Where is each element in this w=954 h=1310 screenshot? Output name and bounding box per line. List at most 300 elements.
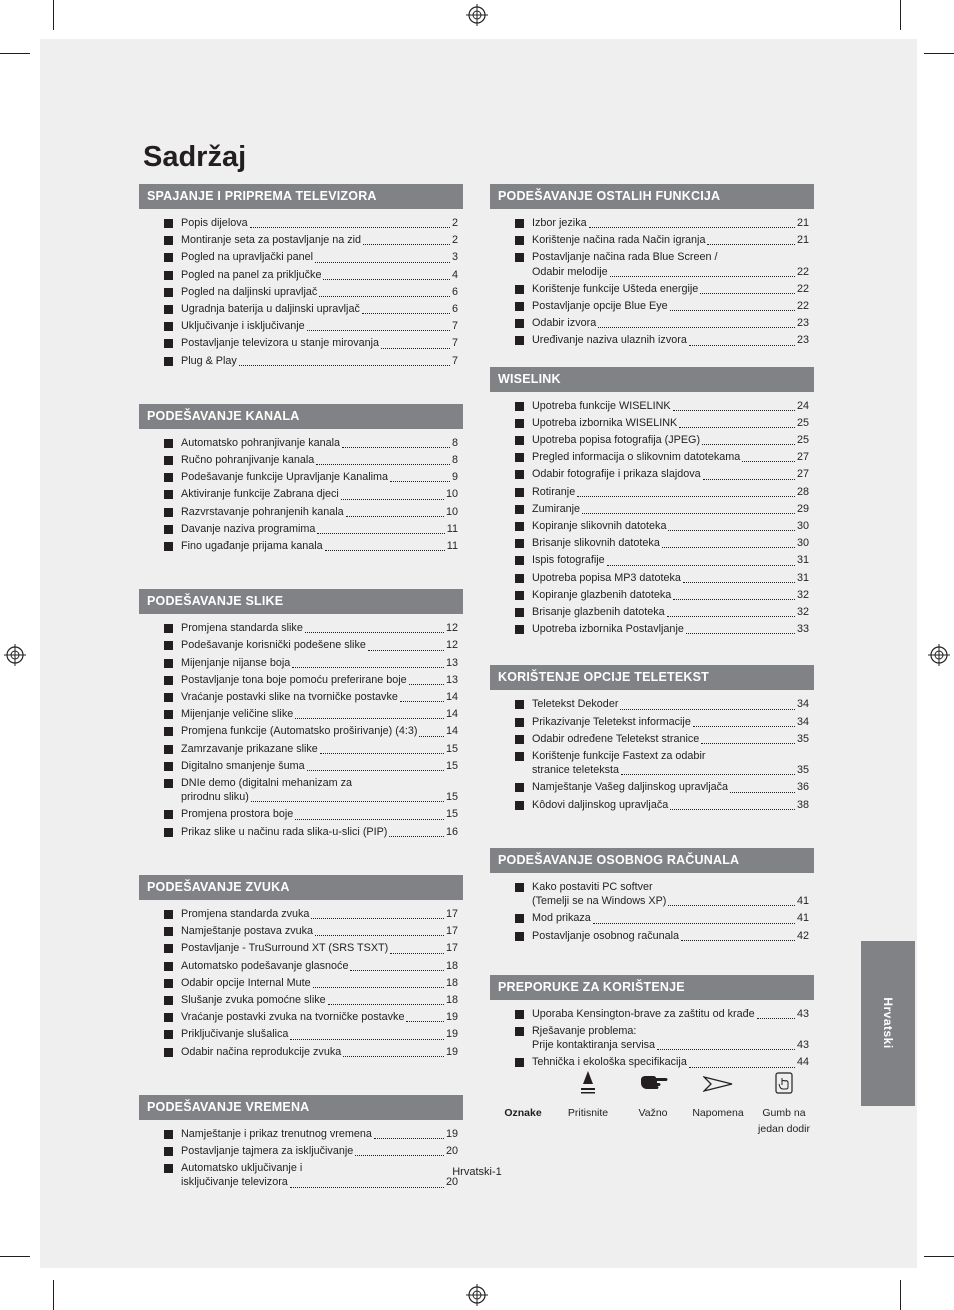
- toc-entry: [164, 452, 458, 469]
- toc-page-number: 17: [445, 907, 458, 920]
- toc-list: [139, 1120, 463, 1192]
- toc-entry-text: Razvrstavanje pohranjenih kanala: [181, 505, 344, 518]
- dot-leader: [368, 650, 444, 651]
- dot-leader: [313, 987, 444, 988]
- toc-entry-text: Korištenje funkcije Fastext za odabir: [532, 750, 706, 763]
- bullet-icon: [164, 305, 173, 314]
- section-heading: PODEŠAVANJE VREMENA: [139, 1095, 463, 1120]
- toc-entry-text: Vraćanje postavki slike na tvorničke postavke: [181, 691, 398, 704]
- bullet-icon: [164, 927, 173, 936]
- dot-leader: [668, 530, 795, 531]
- toc-page-number: 35: [796, 764, 809, 777]
- toc-entry-text: Postavljanje opcije Blue Eye: [532, 300, 668, 313]
- toc-entry-text: (Temelji se na Windows XP): [532, 895, 667, 908]
- bullet-icon: [164, 322, 173, 331]
- bullet-icon: [164, 490, 173, 499]
- toc-page-number: 23: [796, 334, 809, 347]
- toc-entry: [515, 621, 809, 638]
- dot-leader: [355, 1155, 444, 1156]
- toc-page-number: 18: [445, 976, 458, 989]
- toc-entry: [515, 604, 809, 621]
- dot-leader: [374, 1138, 444, 1139]
- toc-entry-text: Zumiranje: [532, 502, 581, 515]
- bullet-icon: [515, 914, 524, 923]
- dot-leader: [363, 244, 450, 245]
- dot-leader: [307, 770, 444, 771]
- toc-section: [139, 404, 463, 555]
- toc-entry-text: Podešavanje korisnički podešene slike: [181, 639, 366, 652]
- toc-entry-text: Upotreba izbornika Postavljanje: [532, 623, 684, 636]
- toc-page-number: 19: [445, 1127, 458, 1140]
- dot-leader: [346, 516, 444, 517]
- bullet-icon: [164, 1130, 173, 1139]
- toc-page-number: 22: [796, 265, 809, 278]
- dot-leader: [315, 262, 450, 263]
- bullet-icon: [515, 522, 524, 531]
- dot-leader: [577, 496, 795, 497]
- bullet-icon: [164, 659, 173, 668]
- language-tab-label: Hrvatski: [881, 997, 895, 1049]
- bullet-icon: [164, 745, 173, 754]
- bullet-icon: [515, 253, 524, 262]
- bullet-icon: [515, 625, 524, 634]
- dot-leader: [701, 743, 795, 744]
- toc-page-number: 7: [451, 337, 458, 350]
- toc-entry-text: Rješavanje problema:: [532, 1024, 637, 1037]
- toc-entry: [164, 655, 458, 672]
- toc-entry-text: Izbor jezika: [532, 217, 587, 229]
- dot-leader: [295, 718, 444, 719]
- toc-entry: [164, 435, 458, 452]
- toc-entry: [164, 504, 458, 521]
- toc-entry: [515, 696, 809, 713]
- toc-entry-continuation: [164, 789, 458, 806]
- toc-entry-text: Fino ugađanje prijama kanala: [181, 540, 323, 553]
- bullet-icon: [164, 693, 173, 702]
- toc-entry: [164, 958, 458, 975]
- toc-entry: [164, 758, 458, 775]
- dot-leader: [316, 464, 450, 465]
- bullet-icon: [515, 883, 524, 892]
- registration-mark-icon: [928, 644, 950, 666]
- toc-entry-text: Odabir određene Teletekst stranice: [532, 732, 700, 745]
- toc-entry-text: Odabir fotografije i prikaza slajdova: [532, 468, 701, 481]
- toc-page-number: 19: [445, 1011, 458, 1024]
- toc-entry-text: Upotreba izbornika WISELINK: [532, 416, 678, 429]
- toc-entry-text: Prije kontaktiranja servisa: [532, 1039, 656, 1052]
- toc-page-number: 15: [445, 808, 458, 821]
- toc-page-number: 34: [796, 715, 809, 728]
- toc-entry-text: Teletekst Dekoder: [532, 698, 619, 711]
- toc-entry-text: Pregled informacija o slikovnim datotekama: [532, 451, 741, 464]
- section-heading: SPAJANJE I PRIPREMA TELEVIZORA: [139, 184, 463, 209]
- crop-mark: [53, 0, 54, 30]
- dot-leader: [409, 684, 444, 685]
- bullet-icon: [164, 456, 173, 465]
- toc-entry: [515, 570, 809, 587]
- dot-leader: [598, 327, 795, 328]
- toc-list: [490, 873, 814, 945]
- bullet-icon: [515, 470, 524, 479]
- toc-page-number: 22: [796, 300, 809, 313]
- dot-leader: [702, 444, 795, 445]
- dot-leader: [350, 970, 444, 971]
- toc-entry: [515, 797, 809, 814]
- toc-entry-text: Kako postaviti PC softver: [532, 880, 653, 893]
- bullet-icon: [515, 319, 524, 328]
- toc-entry: [164, 992, 458, 1009]
- toc-entry-text: Uključivanje i isključivanje: [181, 320, 305, 333]
- toc-page-number: 35: [796, 732, 809, 745]
- toc-page-number: 43: [796, 1039, 809, 1052]
- toc-entry: [515, 779, 809, 796]
- toc-entry: [164, 335, 458, 352]
- toc-entry-text: Ispis fotografije: [532, 554, 605, 567]
- toc-page-number: 15: [445, 742, 458, 755]
- dot-leader: [670, 809, 795, 810]
- toc-page-number: 36: [796, 781, 809, 794]
- dot-leader: [679, 427, 795, 428]
- section-heading: PODEŠAVANJE OSTALIH FUNKCIJA: [490, 184, 814, 209]
- legend-label-one-touch-line2: jedan dodir: [758, 1123, 810, 1135]
- dot-leader: [693, 726, 795, 727]
- bullet-icon: [164, 473, 173, 482]
- toc-entry-text: Namještanje postava zvuka: [181, 925, 314, 938]
- legend-label-note: Napomena: [692, 1107, 744, 1119]
- bullet-icon: [164, 727, 173, 736]
- bullet-icon: [515, 1027, 524, 1036]
- registration-mark-icon: [466, 1284, 488, 1306]
- bullet-icon: [164, 253, 173, 262]
- bullet-icon: [164, 676, 173, 685]
- bullet-icon: [164, 979, 173, 988]
- dot-leader: [325, 550, 445, 551]
- dot-leader: [390, 953, 444, 954]
- toc-entry: [515, 928, 809, 945]
- registration-mark-icon: [4, 644, 26, 666]
- toc-page-number: 4: [451, 268, 458, 281]
- toc-entry: [164, 486, 458, 503]
- toc-entry: [164, 469, 458, 486]
- toc-page-number: 31: [796, 554, 809, 567]
- toc-page-number: 20: [445, 1176, 458, 1189]
- toc-entry-continuation: [515, 762, 809, 779]
- toc-entry: [164, 1009, 458, 1026]
- page-title: Sadržaj: [143, 141, 247, 173]
- dot-leader: [320, 753, 444, 754]
- toc-entry-text: Postavljanje osobnog računala: [532, 929, 680, 942]
- press-icon: [579, 1068, 597, 1096]
- dot-leader: [700, 293, 795, 294]
- toc-page-number: 8: [451, 436, 458, 449]
- toc-page-number: 16: [445, 825, 458, 838]
- toc-entry-text: Postavljanje televizora u stanje mirovanja: [181, 337, 380, 350]
- bullet-icon: [164, 1147, 173, 1156]
- toc-page-number: 24: [796, 399, 809, 412]
- toc-page-number: 20: [445, 1144, 458, 1157]
- dot-leader: [582, 513, 795, 514]
- dot-leader: [250, 227, 450, 228]
- toc-entry: [164, 906, 458, 923]
- dot-leader: [703, 479, 795, 480]
- toc-page-number: 41: [796, 912, 809, 925]
- toc-entry-text: Ručno pohranjivanje kanala: [181, 454, 315, 467]
- toc-page-number: 33: [796, 623, 809, 636]
- dot-leader: [689, 345, 795, 346]
- toc-entry-text: Mod prikaza: [532, 912, 591, 925]
- dot-leader: [757, 1018, 795, 1019]
- toc-entry-text: Kopiranje glazbenih datoteka: [532, 588, 672, 601]
- bullet-icon: [164, 962, 173, 971]
- toc-page-number: 34: [796, 698, 809, 711]
- dot-leader: [670, 310, 795, 311]
- toc-entry-text: Uređivanje naziva ulaznih izvora: [532, 334, 687, 347]
- toc-entry-text: Prikaz slike u načinu rada slika-u-slici (PIP): [181, 825, 388, 838]
- toc-entry-text: Slušanje zvuka pomoćne slike: [181, 993, 326, 1006]
- section-heading: PODEŠAVANJE ZVUKA: [139, 875, 463, 900]
- dot-leader: [406, 1021, 444, 1022]
- toc-page-number: 3: [451, 251, 458, 264]
- dot-leader: [323, 279, 450, 280]
- toc-entry-text: Korištenje načina rada Način igranja: [532, 234, 706, 247]
- toc-entry-text: Upotreba popisa fotografija (JPEG): [532, 434, 701, 447]
- dot-leader: [390, 481, 450, 482]
- toc-entry: [164, 215, 458, 232]
- bullet-icon: [164, 944, 173, 953]
- bullet-icon: [515, 556, 524, 565]
- toc-page-number: 19: [445, 1028, 458, 1041]
- toc-entry: [515, 332, 809, 349]
- toc-entry-text: Postavljanje tajmera za isključivanje: [181, 1144, 354, 1157]
- bullet-icon: [164, 288, 173, 297]
- bullet-icon: [515, 453, 524, 462]
- toc-entry-text: isključivanje televizora: [181, 1176, 288, 1189]
- dot-leader: [657, 1049, 795, 1050]
- legend-title: Oznake: [504, 1107, 542, 1119]
- toc-entry: [164, 806, 458, 823]
- section-heading: PODEŠAVANJE KANALA: [139, 404, 463, 429]
- toc-entry-text: Brisanje slikovnih datoteka: [532, 537, 660, 550]
- crop-mark: [924, 53, 954, 54]
- dot-leader: [662, 547, 795, 548]
- dot-leader: [589, 227, 795, 228]
- bullet-icon: [164, 525, 173, 534]
- bullet-icon: [515, 752, 524, 761]
- toc-entry-text: Namještanje Vašeg daljinskog upravljača: [532, 781, 729, 794]
- toc-page-number: 2: [451, 234, 458, 247]
- dot-leader: [315, 935, 444, 936]
- legend-label-press: Pritisnite: [567, 1107, 609, 1119]
- toc-page-number: 6: [451, 303, 458, 316]
- toc-page-number: 32: [796, 606, 809, 619]
- toc-page-number: 21: [796, 234, 809, 247]
- dot-leader: [381, 348, 450, 349]
- bullet-icon: [515, 735, 524, 744]
- legend-label-important: Važno: [638, 1107, 668, 1119]
- dot-leader: [673, 410, 795, 411]
- bullet-icon: [164, 339, 173, 348]
- toc-list: [139, 900, 463, 1061]
- dot-leader: [292, 667, 444, 668]
- toc-entry: [515, 232, 809, 249]
- toc-page-number: 44: [796, 1056, 809, 1069]
- toc-page-number: 15: [445, 791, 458, 804]
- toc-page-number: 9: [451, 471, 458, 484]
- toc-entry-text: Ugradnja baterija u daljinski upravljač: [181, 303, 360, 316]
- toc-entry-text: Kôdovi daljinskog upravljača: [532, 798, 669, 811]
- toc-entry: [164, 637, 458, 654]
- toc-entry-text: Korištenje funkcije Ušteda energije: [532, 282, 699, 295]
- toc-page-number: 13: [445, 656, 458, 669]
- section-heading: WISELINK: [490, 367, 814, 392]
- dot-leader: [343, 1056, 444, 1057]
- toc-entry: [164, 824, 458, 841]
- dot-leader: [667, 616, 795, 617]
- toc-entry: [164, 249, 458, 266]
- toc-page-number: 17: [445, 942, 458, 955]
- bullet-icon: [515, 285, 524, 294]
- legend-label-one-touch: [751, 1105, 817, 1137]
- bullet-icon: [164, 710, 173, 719]
- toc-entry-text: Podešavanje funkcije Upravljanje Kanalima: [181, 471, 389, 484]
- bullet-icon: [515, 488, 524, 497]
- toc-page-number: 15: [445, 759, 458, 772]
- toc-list: [139, 614, 463, 841]
- toc-page-number: 21: [796, 217, 809, 229]
- toc-page-number: 30: [796, 537, 809, 550]
- toc-page-number: 43: [796, 1007, 809, 1020]
- bullet-icon: [515, 608, 524, 617]
- toc-page-number: 28: [796, 485, 809, 498]
- toc-entry: [164, 620, 458, 637]
- toc-entry-text: Promjena standarda slike: [181, 622, 303, 635]
- bullet-icon: [164, 762, 173, 771]
- dot-leader: [290, 1187, 444, 1188]
- toc-entry: [164, 706, 458, 723]
- dot-leader: [290, 1039, 444, 1040]
- toc-section: [490, 367, 814, 639]
- bullet-icon: [164, 542, 173, 551]
- toc-page-number: 7: [451, 354, 458, 367]
- toc-section: [490, 184, 814, 350]
- toc-entry: [515, 731, 809, 748]
- crop-mark: [900, 1280, 901, 1310]
- toc-entry: [164, 538, 458, 555]
- bullet-icon: [515, 436, 524, 445]
- toc-entry: [164, 723, 458, 740]
- toc-entry-text: Mijenjanje veličine slike: [181, 708, 294, 721]
- toc-entry-text: Montiranje seta za postavljanje na zid: [181, 234, 362, 247]
- bullet-icon: [515, 801, 524, 810]
- toc-entry: [515, 215, 809, 232]
- toc-entry-text: Upotreba popisa MP3 datoteka: [532, 571, 681, 584]
- page-footer: Hrvatski-1: [452, 1166, 502, 1178]
- toc-entry-text: Popis dijelova: [181, 217, 248, 229]
- toc-list: [490, 209, 814, 350]
- toc-entry-text: Priključivanje slušalica: [181, 1028, 289, 1041]
- dot-leader: [593, 923, 795, 924]
- bullet-icon: [164, 271, 173, 280]
- toc-list: [139, 429, 463, 555]
- toc-entry: [515, 449, 809, 466]
- bullet-icon: [515, 236, 524, 245]
- toc-entry: [515, 484, 809, 501]
- pointing-hand-icon: [639, 1074, 669, 1092]
- toc-entry-text: stranice teleteksta: [532, 764, 620, 777]
- dot-leader: [328, 1004, 444, 1005]
- bullet-icon: [164, 1013, 173, 1022]
- toc-entry: [515, 415, 809, 432]
- dot-leader: [389, 836, 444, 837]
- toc-entry-text: Namještanje i prikaz trenutnog vremena: [181, 1127, 372, 1140]
- toc-entry: [515, 552, 809, 569]
- toc-page-number: 10: [445, 505, 458, 518]
- dot-leader: [342, 447, 450, 448]
- toc-entry-text: Odabir izvora: [532, 317, 597, 330]
- toc-entry: [164, 940, 458, 957]
- toc-entry: [515, 535, 809, 552]
- dot-leader: [362, 313, 450, 314]
- toc-entry-continuation: [515, 893, 809, 910]
- bullet-icon: [515, 336, 524, 345]
- toc-entry-text: Brisanje glazbenih datoteka: [532, 606, 665, 619]
- toc-entry-text: Postavljanje načina rada Blue Screen /: [532, 251, 718, 264]
- toc-entry: [164, 672, 458, 689]
- toc-entry: [515, 714, 809, 731]
- toc-entry-text: Aktiviranje funkcije Zabrana djeci: [181, 488, 339, 501]
- crop-mark: [924, 1256, 954, 1257]
- bullet-icon: [515, 539, 524, 548]
- toc-list: [490, 1000, 814, 1072]
- toc-entry-text: Mijenjanje nijanse boja: [181, 656, 291, 669]
- toc-entry: [164, 975, 458, 992]
- toc-entry-text: Tehnička i ekološka specifikacija: [532, 1056, 687, 1069]
- dot-leader: [707, 244, 795, 245]
- bullet-icon: [164, 910, 173, 919]
- dot-leader: [317, 533, 444, 534]
- toc-entry-text: Upotreba funkcije WISELINK: [532, 399, 671, 412]
- toc-section: [490, 848, 814, 945]
- dot-leader: [621, 774, 795, 775]
- toc-page-number: 31: [796, 571, 809, 584]
- toc-section: [490, 665, 814, 813]
- dot-leader: [311, 918, 444, 919]
- toc-entry: [164, 318, 458, 335]
- bullet-icon: [164, 996, 173, 1005]
- toc-page-number: 17: [445, 925, 458, 938]
- toc-page-number: 8: [451, 454, 458, 467]
- toc-page-number: 11: [446, 540, 458, 553]
- bullet-icon: [515, 302, 524, 311]
- section-heading: PODEŠAVANJE OSOBNOG RAČUNALA: [490, 848, 814, 873]
- toc-entry: [515, 432, 809, 449]
- toc-page-number: 19: [445, 1045, 458, 1058]
- toc-entry-text: Odabir načina reprodukcije zvuka: [181, 1045, 342, 1058]
- toc-page-number: 11: [446, 522, 458, 535]
- toc-entry-text: Promjena funkcije (Automatsko proširivanje) (4:3): [181, 725, 418, 738]
- toc-entry: [164, 1126, 458, 1143]
- toc-entry-text: Pogled na upravljački panel: [181, 251, 314, 264]
- toc-page-number: 29: [796, 502, 809, 515]
- dot-leader: [607, 565, 795, 566]
- toc-entry-text: Automatsko pohranjivanje kanala: [181, 436, 341, 449]
- toc-entry: [515, 398, 809, 415]
- dot-leader: [683, 582, 795, 583]
- toc-entry-text: Digitalno smanjenje šuma: [181, 759, 305, 772]
- bullet-icon: [515, 419, 524, 428]
- toc-entry-text: Pogled na daljinski upravljač: [181, 285, 318, 298]
- dot-leader: [686, 633, 795, 634]
